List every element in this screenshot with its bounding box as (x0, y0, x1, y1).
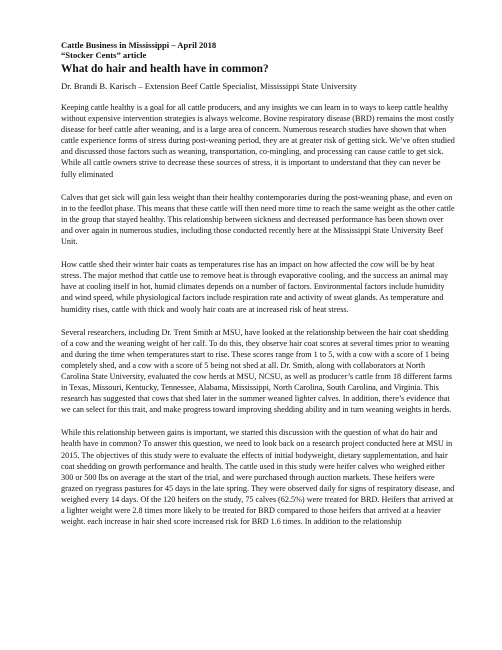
body-paragraph-4: Several researchers, including Dr. Trent Smith at MSU, have looked at the relationship between the hair coat shedding of a cow and the weaning weight of her calf. To do this, they observe hair coat scores at several times prior to weaning and during the time when temperatures start to rise. These scores range from 1 to 5, with a cow with a score of 1 being completely shed, and a cow with a score of 5 being not shed at all. Dr. Smith, along with collaborators at North Carolina State University, evaluated the cow herds at MSU, NCSU, as well as producer’s cattle from 18 different farms in Texas, Missouri, Kentucky, Tennessee, Alabama, Mississippi, North Carolina, South Carolina, and Virginia. This research has suggested that cows that shed later in the summer weaned lighter calves. In addition, there’s evidence that we can select for this trait, and make progress toward improving shedding ability and in turn weaning weights in herds. (61, 327, 452, 415)
body-paragraph-5: While this relationship between gains is important, we started this discussion with the question of what do hair and health have in common? To answer this question, we need to look back on a research project conducted here at MSU in 2015. The objectives of this study were to evaluate the effects of initial bodyweight, dietary supplementation, and hair coat shedding on growth performance and health. The cattle used in this study were heifer calves who weighed either 300 or 500 lbs on average at the start of the trial, and were purchased through auction markets. These heifers were grazed on ryegrass pastures for 45 days in the late spring. They were observed daily for signs of respiratory disease, and weighed every 14 days. Of the 120 heifers on the study, 75 calves (62.5%) were treated for BRD. Heifers that arrived at a lighter weight were 2.8 times more likely to be treated for BRD compared to those heifers that arrived at a heavier weight. each increase in hair shed score increased risk for BRD 1.6 times. In addition to the relationship (61, 428, 455, 527)
article-title: What do hair and health have in common? (61, 63, 269, 75)
author-byline: Dr. Brandi B. Karisch – Extension Beef Cattle Specialist, Mississippi State University (61, 81, 357, 91)
article-page (61, 40, 455, 527)
body-paragraph-3: How cattle shed their winter hair coats as temperatures rise has an impact on how affected the cow will be by heat stress. The major method that cattle use to remove heat is through evaporative cooling, and the success an animal may have at cooling itself in hot, humid climates depends on a number of factors. Environmental factors include humidity and wind speed, while physiological factors include respiration rate and activity of sweat glands. As temperature and humidity rises, cattle with thick and wooly hair coats are at increased risk of heat stress. (61, 260, 449, 314)
article-body (61, 102, 455, 527)
publication-series: Cattle Business in Mississippi – April 2018 (61, 40, 217, 50)
article-type: “Stocker Cents” article (61, 50, 147, 60)
body-paragraph-2: Calves that get sick will gain less weight than their healthy contemporaries during the post-weaning phase, and even on in to the feedlot phase. This means that these cattle will then need more time to reach the same weight as the other cattle in the group that stayed healthy. This relationship between sickness and decreased performance has been shown over and over again in numerous studies, including those conducted recently here at the Mississippi State University Beef Unit. (61, 192, 455, 247)
body-paragraph-1: Keeping cattle healthy is a goal for all cattle producers, and any insights we can learn in to ways to keep cattle healthy without expensive intervention strategies is always welcome. Bovine respiratory disease (BRD) remains the most costly disease for beef cattle after weaning, and is a large area of concern. Numerous research studies have shown that when cattle experience forms of stress during post-weaning period, they are at greater risk of getting sick. We’ve often studied and discussed those factors such as weaning, transportation, co-mingling, and processing can cause cattle to get sick. While all cattle owners strive to decrease these sources of stress, it is important to understand that they can never be fully eliminated (61, 103, 455, 179)
